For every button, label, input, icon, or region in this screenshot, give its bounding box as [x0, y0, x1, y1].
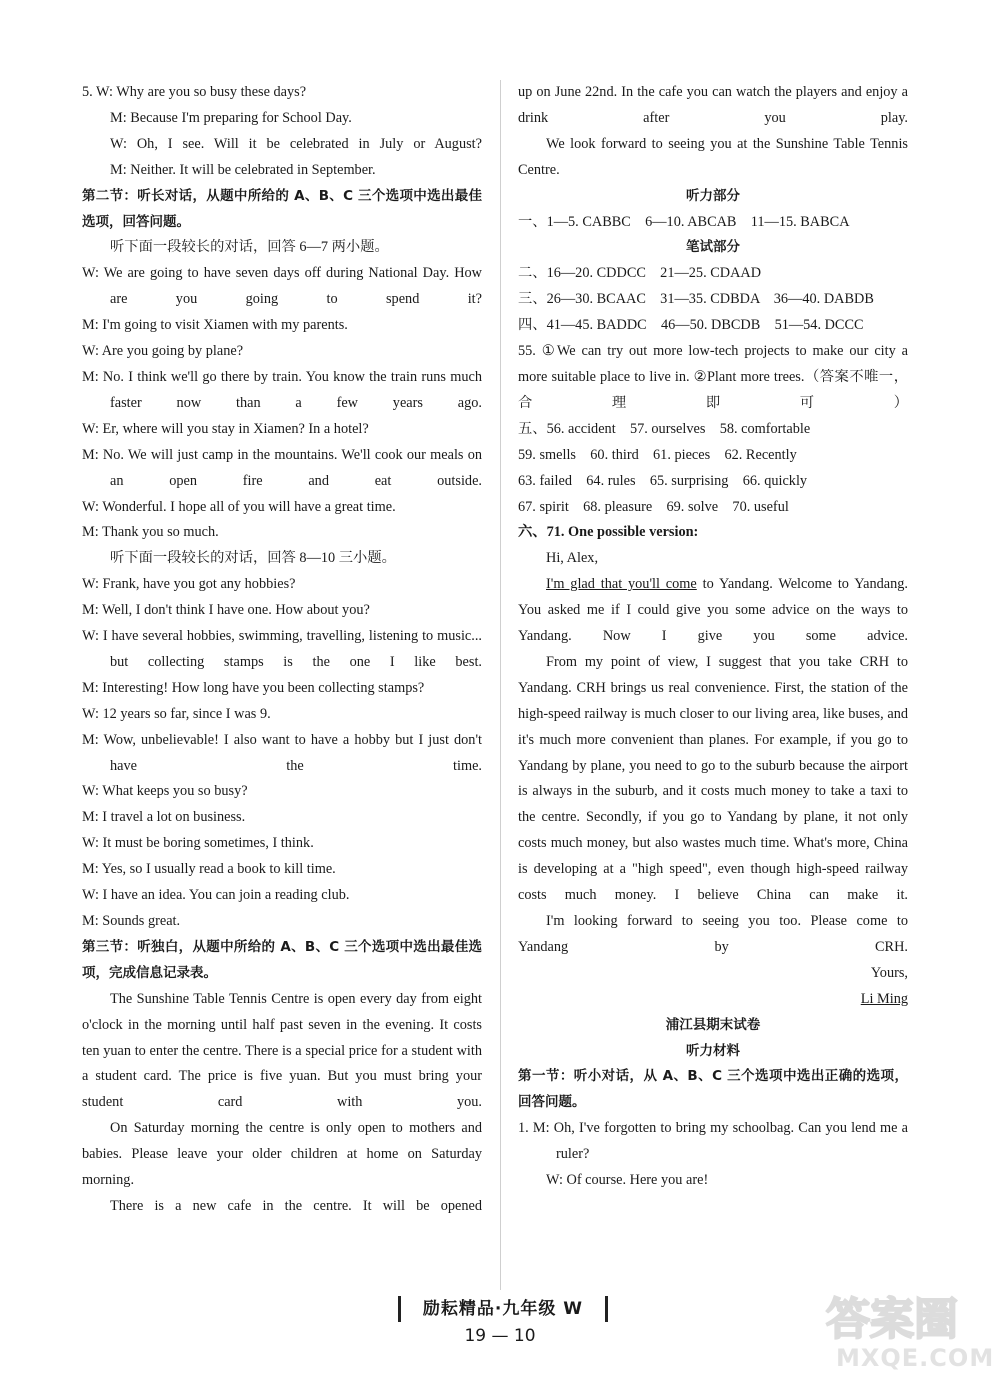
left_column-line-12: W: Wonderful. I hope all of you will have a great time. — [82, 498, 396, 515]
left_column-line-24: M: Yes, so I usually read a book to kill time. — [82, 861, 336, 878]
left_column-line-22: M: I travel a lot on business. — [82, 809, 246, 826]
left_column-line-4: 第二节：听长对话，从题中所给的 A、B、C 三个选项中选出最佳选项，回答问题。 — [82, 187, 482, 230]
right_column-line-20: 浦江县期末试卷 — [665, 1016, 761, 1033]
right_column-line-13: 六、71. One possible version: — [518, 524, 699, 541]
right_column-line-17: I'm looking forward to seeing you too. Please come to Yandang by CRH. — [518, 913, 908, 955]
left_column-line-16: M: Well, I don't think I have one. How about you? — [82, 602, 370, 619]
watermark-text: MXQE.COM — [836, 1344, 995, 1372]
left_column-line-15: W: Frank, have you got any hobbies? — [82, 576, 296, 593]
left_column-line-27: 第三节：听独白，从题中所给的 A、B、C 三个选项中选出最佳选项，完成信息记录表。 — [82, 938, 482, 981]
right_column-line-23: 1. M: Oh, I've forgotten to bring my schoolbag. Can you lend me a ruler? — [518, 1120, 908, 1163]
right_column-line-16: From my point of view, I suggest that you take CRH to Yandang. CRH brings us real convenience. First, the station of the high-speed railway is much closer to our living area, like buses, and it's much more convenient than planes. For example, if you go to Yandang by plane, you need to go to the suburb because the airport is always in the suburb, and it costs much money to take a taxi to the centre. Secondly, if you go to Yandang by plane, it not only costs much money, but also wastes much time. What's more, China is developing at a "high speed", even though high-speed railway costs much money. I believe China can make it. — [518, 653, 908, 904]
left_column-line-26: M: Sounds great. — [82, 913, 181, 929]
left_column-line-28: The Sunshine Table Tennis Centre is open every day from eight o'clock in the morning until half past seven in the evening. It costs ten yuan to enter the centre. There is a special price for a student with a student card. The price is five yuan. But you must bring your student card with you. — [82, 990, 482, 1111]
right_column-line-18: Yours, — [870, 964, 908, 981]
left_column-line-25: W: I have an idea. You can join a reading club. — [82, 887, 350, 904]
page-number: 19 — 10 — [464, 1326, 536, 1346]
left_column-line-11: M: No. We will just camp in the mountains. We'll cook our meals on an open fire and eat outside. — [82, 446, 482, 489]
right_column-line-0: up on June 22nd. In the cafe you can watch the players and enjoy a drink after you play. — [518, 84, 908, 126]
right_column-line-14: Hi, Alex, — [546, 550, 599, 567]
left_column-line-3: M: Neither. It will be celebrated in September. — [110, 161, 376, 178]
right_column-line-2: 听力部分 — [686, 187, 740, 204]
left_column-line-7: M: I'm going to visit Xiamen with my parents. — [82, 317, 348, 334]
left-column — [82, 80, 482, 1220]
left_column-line-8: W: Are you going by plane? — [82, 343, 244, 360]
right_column-line-12: 67. spirit 68. pleasure 69. solve 70. useful — [518, 498, 789, 515]
left_column-line-6: W: We are going to have seven days off during National Day. How are you going to spend it? — [82, 265, 482, 308]
watermark-logo-text: 答案圈 — [826, 1294, 958, 1345]
right_column-line-24: W: Of course. Here you are! — [546, 1172, 709, 1189]
right_column-line-9: 五、56. accident 57. ourselves 58. comfortable — [518, 420, 811, 437]
left_column-line-10: W: Er, where will you stay in Xiamen? In a hotel? — [82, 420, 369, 437]
right_column-line-1: We look forward to seeing you at the Sunshine Table Tennis Centre. — [518, 135, 908, 178]
left_column-line-20: M: Wow, unbelievable! I also want to have a hobby but I just don't have the time. — [82, 731, 482, 774]
right_column-line-15: I'm glad that you'll come to Yandang. Welcome to Yandang. You asked me if I could give you some advice on the ways to Yandang. Now I give you some advice. — [518, 576, 908, 645]
right_column-line-19: Li Ming — [860, 990, 908, 1007]
left_column-line-29: On Saturday morning the centre is only open to mothers and babies. Please leave your older children at home on Saturday morning. — [82, 1120, 482, 1189]
right_column-line-8: 55. ①We can try out more low-tech projects to make our city a more suitable place to live in. ②Plant more trees.（答案不唯一，合理即可） — [518, 343, 908, 411]
column-divider — [500, 80, 501, 1290]
left_column-line-2: W: Oh, I see. Will it be celebrated in July or August? — [110, 135, 482, 152]
left_column-line-5: 听下面一段较长的对话，回答 6—7 两小题。 — [110, 239, 389, 256]
left_column-line-21: W: What keeps you so busy? — [82, 783, 248, 800]
left_column-line-14: 听下面一段较长的对话，回答 8—10 三小题。 — [110, 550, 396, 567]
left_column-line-9: M: No. I think we'll go there by train. You know the train runs much faster now than a few years ago. — [82, 368, 482, 411]
right_column-line-7: 四、41—45. BADDC 46—50. DBCDB 51—54. DCCC — [518, 317, 864, 334]
left_column-line-0: 5. W: Why are you so busy these days? — [82, 84, 307, 100]
right_column-line-22: 第一节：听小对话，从 A、B、C 三个选项中选出正确的选项，回答问题。 — [518, 1068, 908, 1111]
left_column-line-17: W: I have several hobbies, swimming, travelling, listening to music... but collecting stamps is the one I like best. — [82, 628, 482, 670]
book-title: 励耘精品·九年级 W — [398, 1296, 608, 1322]
right_column-line-4: 笔试部分 — [686, 239, 740, 256]
left_column-line-1: M: Because I'm preparing for School Day. — [110, 109, 352, 126]
left_column-line-18: M: Interesting! How long have you been collecting stamps? — [82, 679, 425, 696]
left_column-line-30: There is a new cafe in the centre. It will be opened — [110, 1197, 482, 1214]
right_column-line-3: 一、1—5. CABBC 6—10. ABCAB 11—15. BABCA — [518, 213, 850, 230]
right_column-line-6: 三、26—30. BCAAC 31—35. CDBDA 36—40. DABDB — [518, 291, 874, 308]
right_column-line-10: 59. smells 60. third 61. pieces 62. Recently — [518, 446, 797, 463]
right_column-line-5: 二、16—20. CDDCC 21—25. CDAAD — [518, 265, 762, 282]
watermark-logo-icon — [820, 1290, 990, 1346]
right_column-line-11: 63. failed 64. rules 65. surprising 66. quickly — [518, 472, 808, 489]
right_column-line-21: 听力材料 — [686, 1042, 740, 1059]
left_column-line-23: W: It must be boring sometimes, I think. — [82, 835, 314, 852]
left_column-line-19: W: 12 years so far, since I was 9. — [82, 705, 271, 722]
right-column — [518, 80, 908, 1194]
left_column-line-13: M: Thank you so much. — [82, 524, 219, 541]
